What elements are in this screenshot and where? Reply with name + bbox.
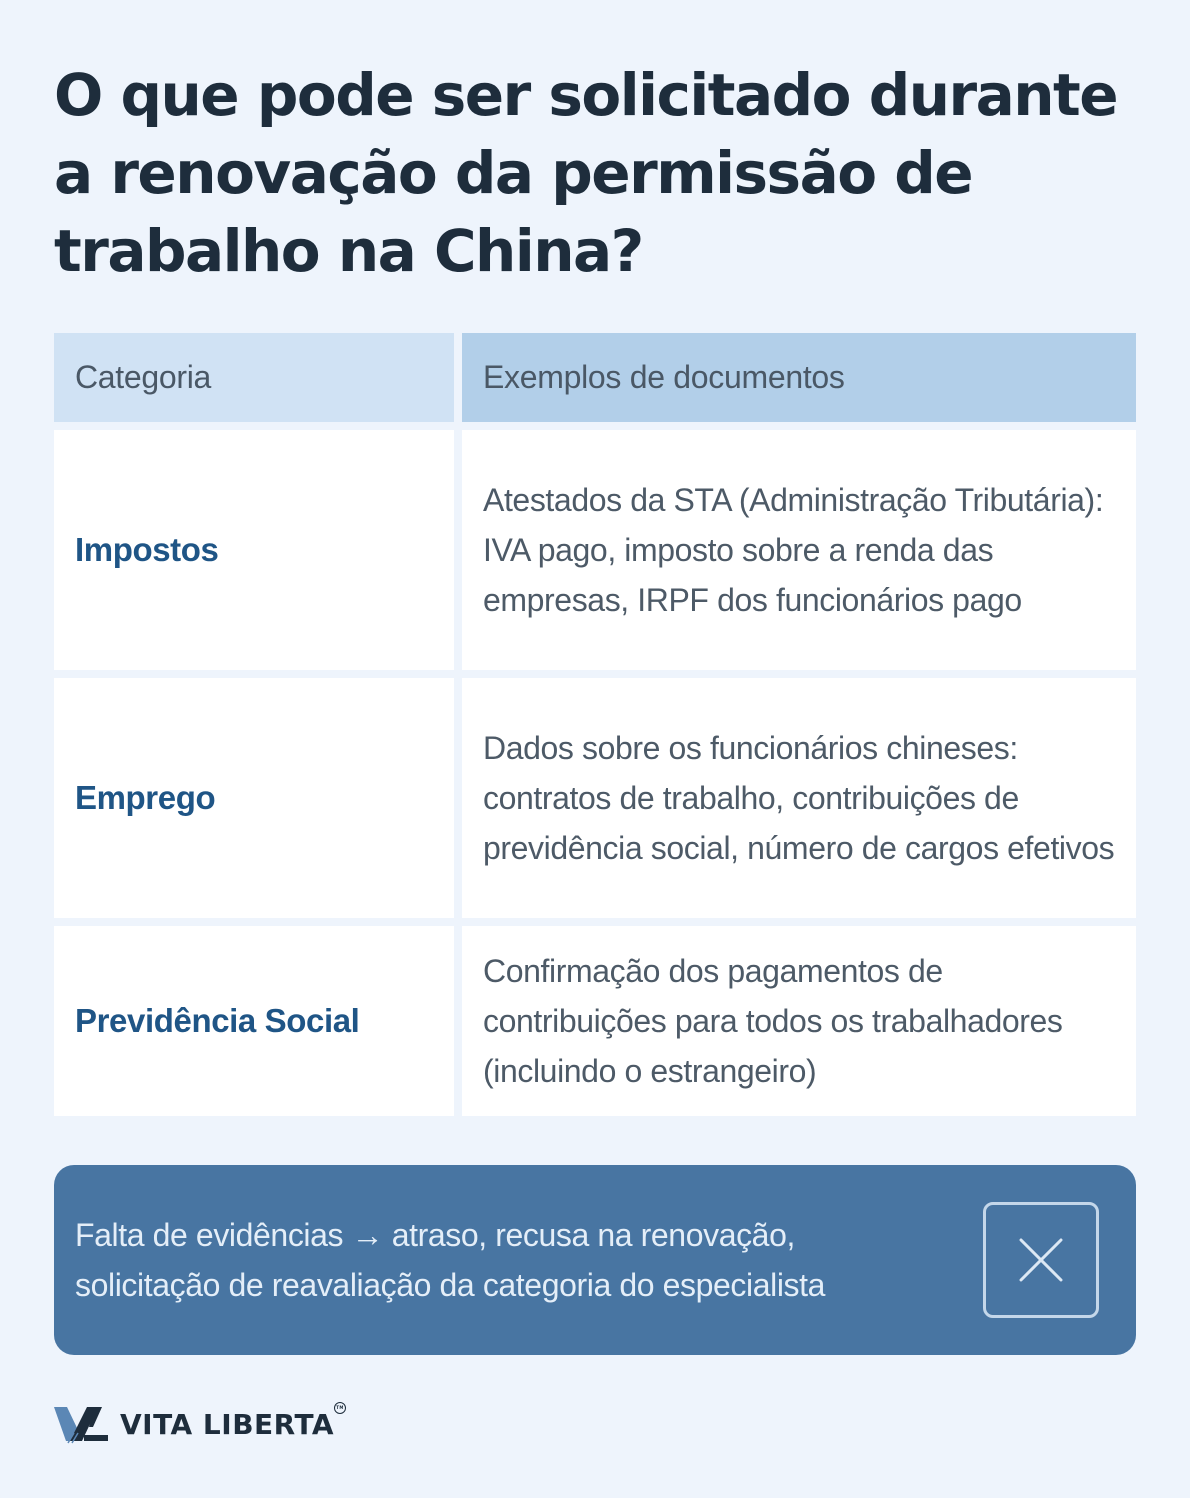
examples-text: Confirmação dos pagamentos de contribuições para todos os trabalhadores (incluindo o estrangeiro) (483, 953, 1063, 1089)
page-title: O que pode ser solicitado durante a renovação da permissão de trabalho na China? (54, 61, 1118, 285)
examples-cell (462, 926, 1136, 1116)
trademark-badge: TM (334, 1402, 346, 1414)
examples-cell (462, 678, 1136, 918)
category-label: Impostos (75, 531, 219, 568)
category-label: Emprego (75, 779, 216, 816)
vita-liberta-logo-icon (54, 1403, 110, 1445)
header-examples-cell (462, 333, 1136, 422)
examples-cell (462, 430, 1136, 670)
warning-banner (54, 1165, 1136, 1355)
warning-text (75, 1210, 945, 1310)
examples-text: Atestados da STA (Administração Tributária): IVA pago, imposto sobre a renda das empresas, IRPF dos funcionários pago (483, 482, 1104, 618)
warning-line-1: Falta de evidências → atraso, recusa na renovação, (75, 1217, 795, 1253)
close-icon (983, 1202, 1099, 1318)
brand-footer (54, 1400, 344, 1448)
table-row (54, 926, 1136, 1116)
category-cell (54, 430, 454, 670)
documents-table (54, 333, 1136, 1124)
table-header-row (54, 333, 1136, 422)
header-category-label: Categoria (75, 359, 212, 395)
warning-line-2: solicitação de reavaliação da categoria do especialista (75, 1267, 826, 1303)
category-label: Previdência Social (75, 1002, 360, 1039)
header-examples-label: Exemplos de documentos (483, 359, 845, 395)
header-category-cell (54, 333, 454, 422)
table-row (54, 430, 1136, 670)
brand-name (120, 1404, 344, 1441)
category-cell (54, 926, 454, 1116)
examples-text: Dados sobre os funcionários chineses: contratos de trabalho, contribuições de previdência social, número de cargos efetivos (483, 730, 1115, 866)
brand-name-text: VITA LIBERTA (120, 1407, 335, 1441)
table-row (54, 678, 1136, 918)
category-cell (54, 678, 454, 918)
